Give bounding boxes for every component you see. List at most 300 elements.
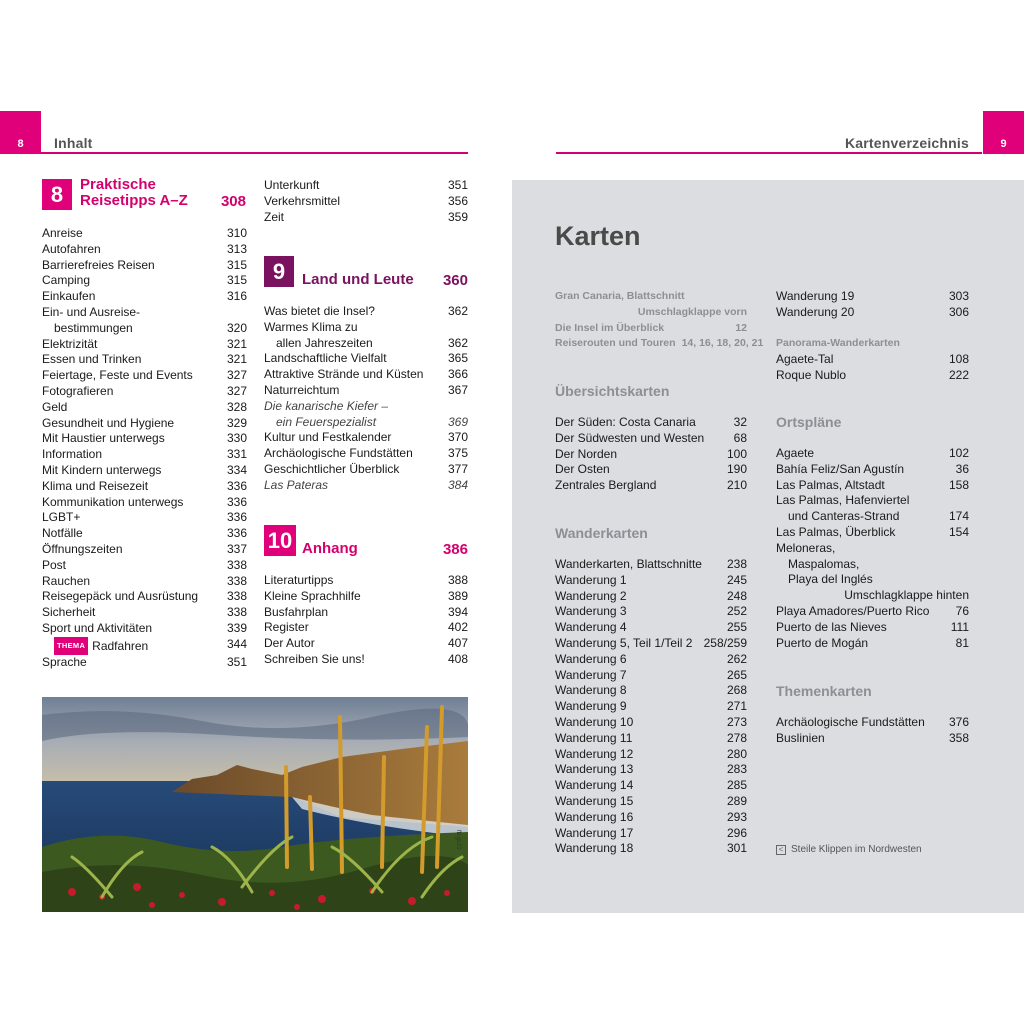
toc-entry xyxy=(264,430,468,446)
map-entry xyxy=(555,668,747,684)
entry-title: Landschaftliche Vielfalt xyxy=(264,351,387,366)
entry-title: Kleine Sprachhilfe xyxy=(264,588,361,603)
photo-credit: fb.gc21 xyxy=(455,830,461,850)
entry-title: Geld xyxy=(42,399,68,414)
section-heading: Übersichtskarten xyxy=(555,383,670,399)
entry-page: 408 xyxy=(447,651,468,666)
entry-title: Sport und Aktivitäten xyxy=(42,620,153,635)
entry-title: Wanderung 14 xyxy=(555,778,634,793)
map-entry xyxy=(555,826,747,842)
toc-entry xyxy=(42,337,247,353)
entry-title: Zentrales Bergland xyxy=(555,478,657,493)
entry-title: Reiserouten und Touren xyxy=(555,337,676,350)
entry-title: Öffnungszeiten xyxy=(42,541,123,556)
toc-entry xyxy=(264,415,468,431)
toc-entry xyxy=(42,352,247,368)
section-subheading: Panorama-Wanderkarten xyxy=(776,337,900,349)
map-entry xyxy=(555,747,747,763)
entry-page: 303 xyxy=(948,289,969,303)
toc-list xyxy=(264,304,468,494)
entry-page: 336 xyxy=(226,478,247,493)
entry-page: 331 xyxy=(226,447,247,462)
entry-title: Der Osten xyxy=(555,462,610,477)
entry-page: 265 xyxy=(726,667,747,682)
entry-title: Wanderung 3 xyxy=(555,604,627,619)
entry-title: Register xyxy=(264,620,309,635)
entry-page: 362 xyxy=(447,304,468,318)
entry-page: 339 xyxy=(226,620,247,635)
toc-entry xyxy=(42,258,247,274)
map-entry xyxy=(555,431,747,447)
entry-page: 310 xyxy=(226,226,247,240)
entry-page: 293 xyxy=(726,809,747,824)
entry-title: Naturreichtum xyxy=(264,382,340,397)
entry-title: Elektrizität xyxy=(42,336,98,351)
entry-page: 268 xyxy=(726,683,747,698)
entry-page: 336 xyxy=(226,510,247,525)
entry-page: 366 xyxy=(447,367,468,382)
chapter-title xyxy=(80,177,188,209)
entry-title-text: Radfahren xyxy=(92,638,149,653)
entry-title: Archäologische Fundstätten xyxy=(776,715,925,729)
map-entry xyxy=(776,462,969,478)
entry-page: 389 xyxy=(447,588,468,603)
entry-page: 81 xyxy=(955,635,969,650)
entry-title xyxy=(42,637,221,655)
entry-page: 258/259 xyxy=(703,635,747,650)
entry-page: 327 xyxy=(226,368,247,383)
map-entry xyxy=(555,620,747,636)
map-entry xyxy=(555,731,747,747)
entry-title: Zeit xyxy=(264,209,285,224)
entry-title: Die Insel im Überblick xyxy=(555,321,665,334)
entry-title: Ein- und Ausreise- xyxy=(42,304,141,319)
entry-page: 328 xyxy=(226,399,247,414)
entry-title: Der Autor xyxy=(264,636,315,651)
toc-list xyxy=(264,178,468,225)
entry-title: Kommunikation unterwegs xyxy=(42,494,184,509)
toc-entry xyxy=(42,463,247,479)
toc-entry xyxy=(264,652,468,668)
caption-text: Steile Klippen im Nordwesten xyxy=(791,844,922,855)
entry-page: 100 xyxy=(726,446,747,461)
entry-page: 76 xyxy=(955,603,969,618)
entry-title: Wanderung 16 xyxy=(555,809,634,824)
map-entry xyxy=(776,604,969,620)
map-entry xyxy=(555,604,747,620)
map-entry xyxy=(776,620,969,636)
chapter-title: Land und Leute xyxy=(302,271,414,288)
entry-title: Camping xyxy=(42,273,91,288)
map-entry xyxy=(776,572,969,588)
map-list xyxy=(776,715,969,747)
entry-title: Attraktive Strände und Küsten xyxy=(264,367,424,382)
coastline-photo xyxy=(42,697,468,912)
map-entry xyxy=(776,715,969,731)
entry-title: bestimmungen xyxy=(54,320,133,335)
entry-page xyxy=(462,320,468,336)
toc-entry xyxy=(42,289,247,305)
entry-title: Mit Kindern unterwegs xyxy=(42,462,162,477)
map-entry xyxy=(555,589,747,605)
map-list xyxy=(555,557,747,857)
entry-page: 12 xyxy=(735,321,747,334)
entry-page: 344 xyxy=(226,636,247,651)
entry-title: Wanderung 15 xyxy=(555,793,634,808)
toc-entry xyxy=(42,273,247,289)
page-number: 9 xyxy=(1000,138,1007,150)
entry-title: Die kanarische Kiefer – xyxy=(264,398,389,413)
entry-title: Wanderung 17 xyxy=(555,825,634,840)
entry-page: 190 xyxy=(726,462,747,477)
page-number-tab-left xyxy=(0,111,41,154)
entry-title: Der Norden xyxy=(555,446,618,461)
toc-entry xyxy=(264,573,468,589)
entry-page xyxy=(963,572,969,588)
entry-title: Warmes Klima zu xyxy=(264,319,358,334)
entry-page: 330 xyxy=(226,431,247,446)
entry-page: 315 xyxy=(226,273,247,288)
toc-entry xyxy=(42,655,247,671)
entry-title: Wanderung 2 xyxy=(555,588,627,603)
entry-title: Wanderung 7 xyxy=(555,667,627,682)
entry-title: Was bietet die Insel? xyxy=(264,304,375,318)
toc-entry xyxy=(264,367,468,383)
map-entry xyxy=(555,841,747,857)
entry-title: Wanderung 5, Teil 1/Teil 2 xyxy=(555,635,693,650)
toc-entry xyxy=(555,321,747,337)
entry-title: Wanderung 8 xyxy=(555,683,627,698)
entry-page: 280 xyxy=(726,746,747,761)
entry-page: 356 xyxy=(447,193,468,208)
map-entry xyxy=(555,762,747,778)
entry-page: 321 xyxy=(226,336,247,351)
map-list xyxy=(776,352,969,384)
map-entry xyxy=(776,478,969,494)
toc-entry xyxy=(42,621,247,637)
entry-page: 358 xyxy=(948,730,969,745)
entry-title: Kultur und Festkalender xyxy=(264,430,392,445)
entry-title: Notfälle xyxy=(42,526,83,541)
panel-title: Karten xyxy=(555,221,641,251)
entry-page: 278 xyxy=(726,730,747,745)
entry-title: ein Feuerspezialist xyxy=(276,414,377,429)
toc-entry xyxy=(264,210,468,226)
map-entry xyxy=(555,415,747,431)
entry-page: 351 xyxy=(226,654,247,669)
entry-title: Wanderung 10 xyxy=(555,714,634,729)
entry-page xyxy=(963,493,969,509)
chapter-title-line: Praktische xyxy=(80,176,156,193)
entry-title: Gesundheit und Hygiene xyxy=(42,415,175,430)
entry-title: Playa del Inglés xyxy=(788,572,873,587)
entry-page: 154 xyxy=(948,524,969,539)
map-entry xyxy=(555,699,747,715)
toc-entry xyxy=(42,605,247,621)
section-heading: Wanderkarten xyxy=(555,525,648,541)
chapter-title-line: Reisetipps A–Z xyxy=(80,192,188,209)
map-entry xyxy=(555,794,747,810)
chapter-page: 360 xyxy=(442,272,468,289)
entry-page: 394 xyxy=(447,604,468,619)
page-number-tab-right xyxy=(983,111,1024,154)
toc-entry xyxy=(264,636,468,652)
entry-title: Wanderung 4 xyxy=(555,620,627,635)
map-entry xyxy=(776,541,969,557)
entry-title: Agaete xyxy=(776,446,815,460)
toc-entry xyxy=(42,305,247,321)
map-entry xyxy=(555,573,747,589)
entry-page: 14, 16, 18, 20, 21 xyxy=(681,337,764,350)
map-entry xyxy=(555,636,747,652)
entry-page: 108 xyxy=(948,352,969,366)
toc-entry xyxy=(42,226,247,242)
map-entry xyxy=(776,525,969,541)
entry-page: 301 xyxy=(726,841,747,856)
entry-title: Autofahren xyxy=(42,241,101,256)
entry-page: 338 xyxy=(226,573,247,588)
entry-page xyxy=(963,557,969,573)
entry-title: Rauchen xyxy=(42,573,91,588)
map-entry xyxy=(776,636,969,652)
toc-entry xyxy=(264,383,468,399)
page-header-title: Kartenverzeichnis xyxy=(844,135,969,151)
map-entry xyxy=(555,810,747,826)
entry-page: 174 xyxy=(948,509,969,524)
entry-page: 407 xyxy=(447,636,468,651)
header-rule xyxy=(41,152,468,154)
toc-entry xyxy=(42,542,247,558)
entry-page: 285 xyxy=(726,778,747,793)
entry-title: Wanderung 9 xyxy=(555,699,627,714)
toc-entry xyxy=(264,605,468,621)
chapter-number-badge: 8 xyxy=(42,179,72,210)
map-list xyxy=(555,415,747,494)
entry-title: Barrierefreies Reisen xyxy=(42,257,155,272)
toc-entry xyxy=(264,320,468,336)
map-entry xyxy=(776,289,969,305)
entry-title: Anreise xyxy=(42,226,83,240)
header-rule xyxy=(556,152,982,154)
toc-entry xyxy=(264,399,468,415)
entry-title: Maspalomas, xyxy=(788,556,860,571)
entry-title: Puerto de Mogán xyxy=(776,635,869,650)
entry-page: 359 xyxy=(447,209,468,224)
toc-entry xyxy=(264,446,468,462)
map-entry xyxy=(555,447,747,463)
entry-title: Meloneras, xyxy=(776,540,836,555)
entry-page: 271 xyxy=(726,699,747,714)
entry-title: Puerto de las Nieves xyxy=(776,619,887,634)
entry-page: 36 xyxy=(955,461,969,476)
map-entry xyxy=(555,652,747,668)
entry-page: 327 xyxy=(226,383,247,398)
toc-entry xyxy=(42,242,247,258)
entry-page: 158 xyxy=(948,477,969,492)
entry-page: 306 xyxy=(948,304,969,319)
entry-page: 320 xyxy=(226,320,247,335)
map-list xyxy=(776,289,969,321)
toc-entry xyxy=(264,620,468,636)
toc-entry xyxy=(42,637,247,655)
entry-page: 210 xyxy=(726,478,747,493)
entry-page: Umschlagklappe vorn xyxy=(637,305,747,318)
toc-entry xyxy=(42,479,247,495)
entry-page: 367 xyxy=(447,382,468,397)
toc-entry xyxy=(42,589,247,605)
entry-page: 32 xyxy=(733,415,747,429)
entry-title: Mit Haustier unterwegs xyxy=(42,431,165,446)
entry-title: Wanderkarten, Blattschnitte xyxy=(555,557,702,571)
entry-title: Der Südwesten und Westen xyxy=(555,430,705,445)
entry-title: Agaete-Tal xyxy=(776,352,834,366)
entry-page: 402 xyxy=(447,620,468,635)
entry-title: Archäologische Fundstätten xyxy=(264,446,413,461)
entry-title: und Canteras-Strand xyxy=(788,509,900,524)
toc-entry xyxy=(42,510,247,526)
toc-entry xyxy=(42,368,247,384)
entry-page: 351 xyxy=(447,178,468,192)
entry-title: Roque Nublo xyxy=(776,367,847,382)
toc-entry xyxy=(264,478,468,494)
entry-page: 375 xyxy=(447,446,468,461)
entry-page: 102 xyxy=(948,446,969,460)
entry-page: 329 xyxy=(226,415,247,430)
entry-page: 388 xyxy=(447,573,468,587)
toc-entry xyxy=(42,574,247,590)
map-entry xyxy=(776,305,969,321)
map-entry xyxy=(555,778,747,794)
entry-title: Literaturtipps xyxy=(264,573,334,587)
entry-title: Wanderung 11 xyxy=(555,730,633,745)
entry-title: Verkehrsmittel xyxy=(264,193,341,208)
entry-page: 296 xyxy=(726,825,747,840)
map-list xyxy=(776,446,969,651)
page-number: 8 xyxy=(17,138,24,150)
entry-title: Buslinien xyxy=(776,730,825,745)
entry-page xyxy=(741,289,747,305)
map-entry xyxy=(776,446,969,462)
toc-entry xyxy=(264,178,468,194)
entry-page: 248 xyxy=(726,588,747,603)
map-entry xyxy=(776,509,969,525)
entry-page: 238 xyxy=(726,557,747,571)
map-entry xyxy=(776,731,969,747)
entry-page: 384 xyxy=(447,477,468,492)
chapter-number-badge: 10 xyxy=(264,525,296,556)
front-maps-list xyxy=(555,289,764,352)
entry-title: Feiertage, Feste und Events xyxy=(42,368,193,383)
entry-page: 283 xyxy=(726,762,747,777)
section-heading: Ortspläne xyxy=(776,414,842,430)
toc-entry xyxy=(264,336,468,352)
map-entry xyxy=(555,715,747,731)
coastline-illustration xyxy=(42,697,468,912)
toc-entry xyxy=(42,416,247,432)
chapter-number-badge: 9 xyxy=(264,256,294,287)
entry-page: 222 xyxy=(948,367,969,382)
entry-page: 313 xyxy=(226,241,247,256)
entry-page: 338 xyxy=(226,557,247,572)
entry-page: 337 xyxy=(226,541,247,556)
chapter-title: Anhang xyxy=(302,540,358,557)
toc-list xyxy=(264,573,468,668)
entry-page: 334 xyxy=(226,462,247,477)
toc-entry xyxy=(264,194,468,210)
caption-arrow-icon: < xyxy=(776,845,786,855)
map-entry xyxy=(776,352,969,368)
entry-title: Wanderung 18 xyxy=(555,841,634,856)
entry-page: 316 xyxy=(226,289,247,304)
entry-title: Wanderung 1 xyxy=(555,572,627,587)
entry-title: Wanderung 13 xyxy=(555,762,634,777)
entry-title: Information xyxy=(42,447,103,462)
entry-title: Wanderung 6 xyxy=(555,651,627,666)
entry-page: 273 xyxy=(726,714,747,729)
entry-page: 365 xyxy=(447,351,468,366)
entry-page: 369 xyxy=(447,414,468,429)
toc-entry xyxy=(42,431,247,447)
map-entry xyxy=(555,557,747,573)
entry-title: Wanderung 19 xyxy=(776,289,855,303)
entry-page: 336 xyxy=(226,494,247,509)
toc-entry xyxy=(555,305,747,321)
entry-title: Playa Amadores/Puerto Rico xyxy=(776,603,930,618)
entry-title: LGBT+ xyxy=(42,510,81,525)
entry-page: 111 xyxy=(950,619,969,634)
entry-title: Sprache xyxy=(42,654,87,669)
map-entry xyxy=(555,478,747,494)
map-entry xyxy=(776,368,969,384)
entry-title: Sicherheit xyxy=(42,605,96,620)
entry-page xyxy=(963,541,969,557)
photo-caption xyxy=(776,844,922,855)
entry-page: 338 xyxy=(226,605,247,620)
map-entry xyxy=(776,557,969,573)
toc-entry xyxy=(555,289,747,305)
entry-title: Las Palmas, Hafenviertel xyxy=(776,493,910,508)
toc-entry xyxy=(42,384,247,400)
chapter-page: 308 xyxy=(220,193,246,210)
entry-title: Geschichtlicher Überblick xyxy=(264,461,400,476)
entry-page: 336 xyxy=(226,526,247,541)
entry-page: 255 xyxy=(726,620,747,635)
entry-title: Unterkunft xyxy=(264,178,320,192)
chapter-page: 386 xyxy=(442,541,468,558)
toc-list xyxy=(42,226,247,670)
entry-title: Fotografieren xyxy=(42,383,114,398)
map-entry xyxy=(776,588,969,604)
entry-page: 252 xyxy=(726,604,747,619)
entry-page: 376 xyxy=(948,715,969,729)
entry-page: 289 xyxy=(726,793,747,808)
entry-title: Las Palmas, Überblick xyxy=(776,524,896,539)
map-entry xyxy=(555,683,747,699)
toc-entry xyxy=(264,589,468,605)
entry-page: 338 xyxy=(226,589,247,604)
entry-title: Essen und Trinken xyxy=(42,352,142,367)
entry-page xyxy=(241,305,247,321)
entry-title: Las Palmas, Altstadt xyxy=(776,477,885,492)
toc-entry xyxy=(264,351,468,367)
toc-entry xyxy=(42,400,247,416)
entry-page: 68 xyxy=(733,430,747,445)
entry-title: Wanderung 20 xyxy=(776,304,855,319)
entry-title: Gran Canaria, Blattschnitt xyxy=(555,290,685,302)
entry-title: Post xyxy=(42,557,67,572)
toc-entry xyxy=(42,447,247,463)
entry-page: Umschlagklappe hinten xyxy=(844,588,969,603)
